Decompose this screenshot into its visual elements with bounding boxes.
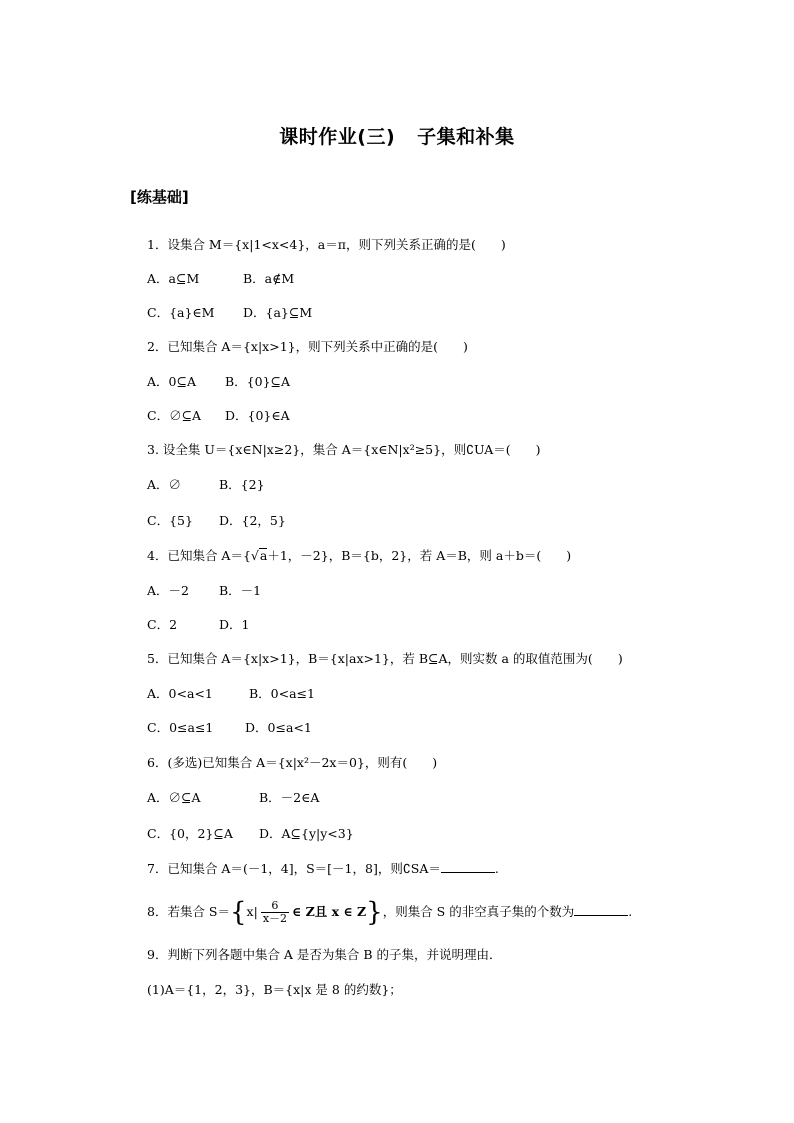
q4-options-row2	[147, 616, 249, 634]
q1-option-d: D．{a}⊆M	[243, 305, 313, 320]
q3-options-row1	[147, 476, 265, 494]
q6-stem: 6．(多选)已知集合 A＝{x|x²－2x＝0}，则有( )	[147, 755, 438, 770]
section-heading: [练基础]	[130, 188, 189, 206]
q5-option-b: B．0<a≤1	[249, 686, 315, 701]
q4-option-c: C．2	[147, 617, 178, 632]
q3-option-d: D．{2，5}	[219, 513, 286, 528]
q6-options-row1	[147, 789, 319, 807]
q1-option-a: A．a⊆M	[147, 271, 200, 286]
q4-stem	[147, 547, 571, 565]
title-main: 课时作业(三)	[279, 126, 396, 148]
q2-stem: 2．已知集合 A＝{x|x>1}，则下列关系中正确的是( )	[147, 339, 468, 354]
q7-answer-blank	[441, 859, 495, 873]
q1-options-row2	[147, 304, 312, 322]
q8-end: .	[628, 904, 633, 919]
q8-x-bar: x|	[246, 904, 258, 919]
q2-option-c: C．∅⊆A	[147, 408, 202, 423]
q5-options-row1	[147, 685, 315, 703]
q3-stem: 3. 设全集 U＝{x∈N|x≥2}，集合 A＝{x∈N|x²≥5}，则∁UA＝( )	[147, 442, 541, 457]
q4-option-b: B．－1	[219, 583, 262, 598]
q6-option-d: D．A⊆{y|y<3}	[259, 826, 354, 841]
q2-options-row1	[147, 373, 290, 391]
title-sub: 子集和补集	[417, 126, 515, 148]
q8-left-brace: {	[230, 897, 247, 928]
q4-stem-pre: 4．已知集合 A＝{	[147, 548, 251, 563]
q3-options-row2	[147, 512, 286, 530]
q8-pre: 8．若集合 S＝	[147, 904, 230, 919]
q3-option-a: A．∅	[147, 477, 182, 492]
q5-option-c: C．0≤a≤1	[147, 720, 214, 735]
q1-option-b: B．a∉M	[243, 271, 295, 286]
q6-options-row2	[147, 825, 354, 843]
sqrt-symbol: √	[250, 548, 259, 563]
q1-options-row1	[147, 270, 294, 288]
q8-answer-blank	[574, 902, 628, 916]
q7-text: 7．已知集合 A＝(－1，4]，S＝[－1，8]，则∁SA＝	[147, 861, 441, 876]
q8-fraction	[261, 900, 289, 925]
q4-sqrt-radicand: a	[259, 548, 268, 563]
q3-option-b: B．{2}	[219, 477, 265, 492]
q5-option-a: A．0<a<1	[147, 686, 213, 701]
q2-option-b: B．{0}⊆A	[225, 374, 291, 389]
q9-part1: (1)A＝{1，2，3}，B＝{x|x 是 8 的约数}；	[147, 982, 402, 997]
q6-option-b: B．－2∈A	[259, 790, 320, 805]
q1-stem: 1．设集合 M＝{x|1<x<4}，a＝π，则下列关系正确的是( )	[147, 237, 506, 252]
q7-end: .	[494, 861, 499, 876]
q8-post: ，则集合 S 的非空真子集的个数为	[382, 904, 575, 919]
q6-option-a: A．∅⊆A	[147, 790, 201, 805]
q2-option-a: A．0⊆A	[147, 374, 196, 389]
page-title	[0, 122, 794, 149]
q8-numerator: 6	[261, 900, 289, 913]
q5-options-row2	[147, 719, 312, 737]
q8-condition: ∈ Z且 x ∈ Z	[292, 904, 367, 919]
q4-option-a: A．－2	[147, 583, 189, 598]
q3-option-c: C．{5}	[147, 513, 193, 528]
q8-denominator: x－2	[262, 912, 288, 925]
q7-stem	[147, 859, 499, 878]
q4-stem-post: ＋1，－2}，B＝{b，2}，若 A＝B，则 a＋b＝( )	[267, 548, 572, 563]
q8-stem	[147, 897, 632, 927]
q4-options-row1	[147, 582, 261, 600]
q9-stem: 9．判断下列各题中集合 A 是否为集合 B 的子集，并说明理由．	[147, 947, 502, 962]
q5-option-d: D．0≤a<1	[245, 720, 312, 735]
q1-option-c: C．{a}∈M	[147, 305, 215, 320]
q8-right-brace: }	[366, 897, 383, 928]
q4-option-d: D．1	[219, 617, 250, 632]
q2-option-d: D．{0}∈A	[225, 408, 290, 423]
q6-option-c: C．{0，2}⊆A	[147, 826, 233, 841]
q2-options-row2	[147, 407, 290, 425]
q5-stem: 5．已知集合 A＝{x|x>1}，B＝{x|ax>1}，若 B⊆A，则实数 a 的取值范围为( )	[147, 651, 623, 666]
